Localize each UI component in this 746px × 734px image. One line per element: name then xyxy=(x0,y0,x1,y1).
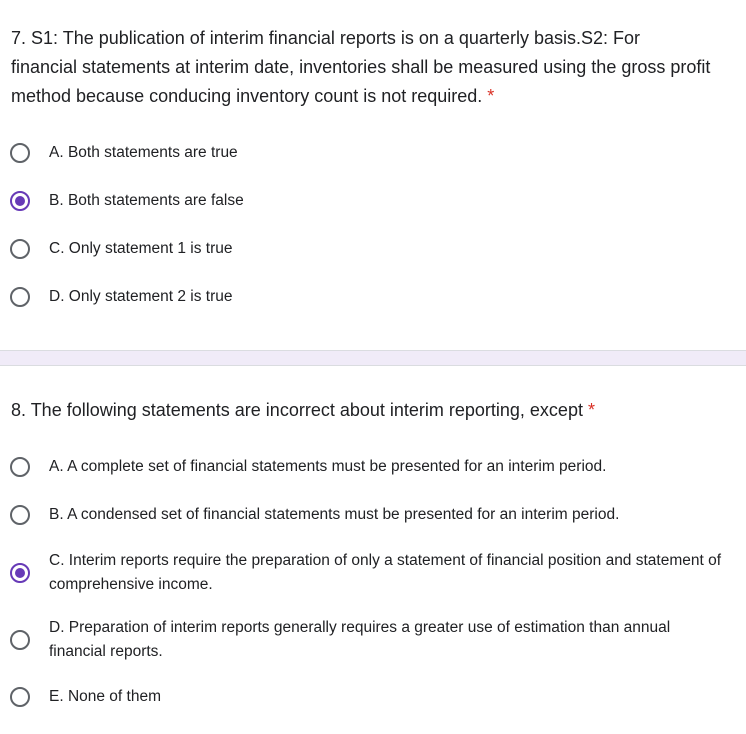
option-label: E. None of them xyxy=(49,688,162,705)
question-title xyxy=(11,24,711,111)
option-label: D. Preparation of interim reports generally requires a greater use of estimation than annual financial reports. xyxy=(49,619,671,660)
option-label: C. Interim reports require the preparation of only a statement of financial position and statement of comprehensive income. xyxy=(49,552,722,593)
card-separator xyxy=(0,350,746,366)
radio-button-icon[interactable] xyxy=(10,457,30,477)
radio-button-icon[interactable] xyxy=(10,287,30,307)
radio-option-a[interactable] xyxy=(10,455,730,479)
radio-button-icon[interactable] xyxy=(10,239,30,259)
option-label: B. Both statements are false xyxy=(49,192,244,209)
radio-button-selected-icon[interactable] xyxy=(10,563,30,583)
radio-option-a[interactable] xyxy=(10,141,730,165)
radio-button-icon[interactable] xyxy=(10,505,30,525)
required-asterisk: * xyxy=(587,400,595,420)
radio-option-e[interactable] xyxy=(10,685,730,709)
radio-button-icon[interactable] xyxy=(10,630,30,650)
question-text: 7. S1: The publication of interim financial reports is on a quarterly basis.S2: For financial statements at interim date, inventories shall be measured using the gross profit method because conducing inventory count is not required. xyxy=(11,28,711,106)
question-text: 8. The following statements are incorrect about interim reporting, except xyxy=(11,400,583,420)
option-label: A. A complete set of financial statements must be presented for an interim period. xyxy=(49,458,607,475)
required-asterisk: * xyxy=(487,86,495,106)
radio-button-selected-icon[interactable] xyxy=(10,191,30,211)
question-card-8 xyxy=(0,366,746,734)
radio-option-c[interactable] xyxy=(10,549,730,597)
question-title xyxy=(11,396,711,425)
option-label: D. Only statement 2 is true xyxy=(49,288,233,305)
option-label: B. A condensed set of financial statements must be presented for an interim period. xyxy=(49,506,620,523)
question-card-7 xyxy=(0,0,746,350)
radio-option-b[interactable] xyxy=(10,189,730,213)
radio-option-c[interactable] xyxy=(10,237,730,261)
radio-option-d[interactable] xyxy=(10,285,730,309)
radio-button-icon[interactable] xyxy=(10,687,30,707)
radio-option-d[interactable] xyxy=(10,616,730,664)
option-label: C. Only statement 1 is true xyxy=(49,240,233,257)
option-label: A. Both statements are true xyxy=(49,144,238,161)
radio-button-icon[interactable] xyxy=(10,143,30,163)
radio-option-b[interactable] xyxy=(10,503,730,527)
